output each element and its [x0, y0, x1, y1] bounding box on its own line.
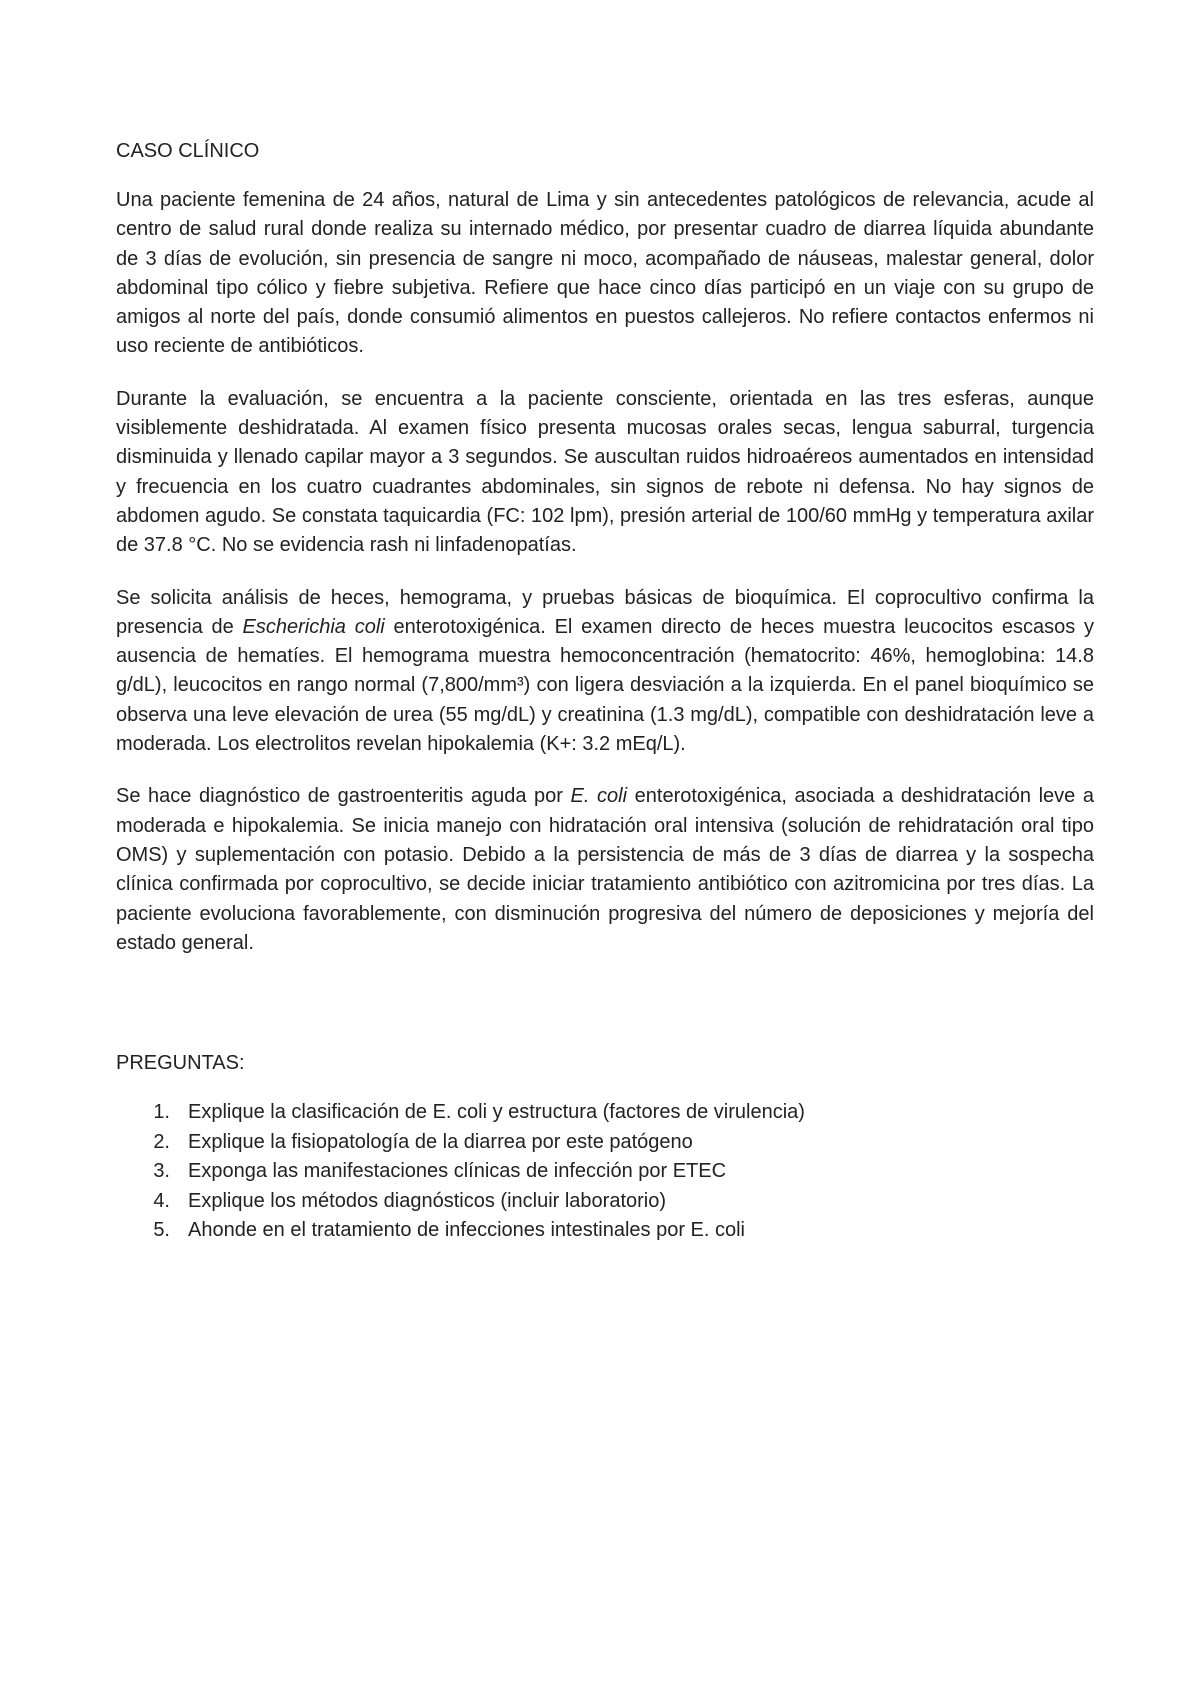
- list-item-number: 4.: [153, 1189, 170, 1212]
- paragraph-text: enterotoxigénica, asociada a deshidratación leve a moderada e hipokalemia. Se inicia manejo con hidratación oral intensiva (solución de rehidratación oral tipo OMS) y suplementación con potasio. Debido a la persistencia de más de 3 días de diarrea y la sospecha clínica confirmada por coprocultivo, se decide iniciar tratamiento antibiótico con azitromicina por tres días. La paciente evoluciona favorablemente, con disminución progresiva del número de deposiciones y mejoría del estado general.: [116, 785, 1095, 954]
- list-item-number: 2.: [153, 1130, 170, 1153]
- list-item: [116, 1187, 1094, 1217]
- paragraph-physical-exam: Durante la evaluación, se encuentra a la paciente consciente, orientada en las tres esferas, aunque visiblemente deshidratada. Al examen físico presenta mucosas orales secas, lengua saburral, turgencia disminuida y llenado capilar mayor a 3 segundos. Se auscultan ruidos hidroaéreos aumentados en intensidad y frecuencia en los cuatro cuadrantes abdominales, sin signos de rebote ni defensa. No hay signos de abdomen agudo. Se constata taquicardia (FC: 102 lpm), presión arterial de 100/60 mmHg y temperatura axilar de 37.8 °C. No se evidencia rash ni linfadenopatías.: [116, 387, 1094, 557]
- questions-title: PREGUNTAS:: [116, 1052, 245, 1075]
- section-spacer: [116, 981, 1094, 1049]
- list-item-number: 3.: [153, 1160, 170, 1183]
- list-item: [116, 1216, 1094, 1246]
- list-item-text: Explique la clasificación de E. coli y estructura (factores de virulencia): [188, 1101, 805, 1124]
- paragraph-text: enterotoxigénica. El examen directo de heces muestra leucocitos escasos y ausencia de hematíes. El hemograma muestra hemoconcentración (hematocrito: 46%, hemoglobina: 14.8 g/dL), leucocitos en rango normal (7,800/mm³) con ligera desviación a la izquierda. En el panel bioquímico se observa una leve elevación de urea (55 mg/dL) y creatinina (1.3 mg/dL), compatible con deshidratación leve a moderada. Los electrolitos revelan hipokalemia (K+: 3.2 mEq/L).: [116, 615, 1094, 756]
- paragraph-text: Se solicita análisis de heces, hemograma, y pruebas básicas de bioquímica. El coprocultivo confirma la presencia de: [116, 586, 1094, 638]
- paragraph-lab-results: [116, 584, 1094, 760]
- paragraph-text: Se hace diagnóstico de gastroenteritis aguda por: [116, 785, 571, 808]
- italic-organism-name: Escherichia coli: [242, 615, 385, 638]
- list-item: [116, 1157, 1094, 1187]
- list-item-number: 1.: [153, 1101, 170, 1124]
- case-title: CASO CLÍNICO: [116, 140, 260, 162]
- questions-list: [116, 1098, 1094, 1246]
- list-item-text: Explique los métodos diagnósticos (incluir laboratorio): [188, 1189, 667, 1212]
- italic-organism-name: E. coli: [570, 785, 628, 808]
- paragraph-presentation: Una paciente femenina de 24 años, natural de Lima y sin antecedentes patológicos de relevancia, acude al centro de salud rural donde realiza su internado médico, por presentar cuadro de diarrea líquida abundante de 3 días de evolución, sin presencia de sangre ni moco, acompañado de náuseas, malestar general, dolor abdominal tipo cólico y fiebre subjetiva. Refiere que hace cinco días participó en un viaje con su grupo de amigos al norte del país, donde consumió alimentos en puestos callejeros. No refiere contactos enfermos ni uso reciente de antibióticos.: [116, 189, 1094, 358]
- list-item: [116, 1098, 1094, 1128]
- list-item-text: Ahonde en el tratamiento de infecciones intestinales por E. coli: [188, 1219, 746, 1242]
- paragraph-diagnosis: [116, 782, 1094, 958]
- list-item-text: Explique la fisiopatología de la diarrea por este patógeno: [188, 1130, 693, 1153]
- list-item: [116, 1128, 1094, 1158]
- list-item-text: Exponga las manifestaciones clínicas de infección por ETEC: [188, 1160, 727, 1183]
- list-item-number: 5.: [153, 1219, 170, 1242]
